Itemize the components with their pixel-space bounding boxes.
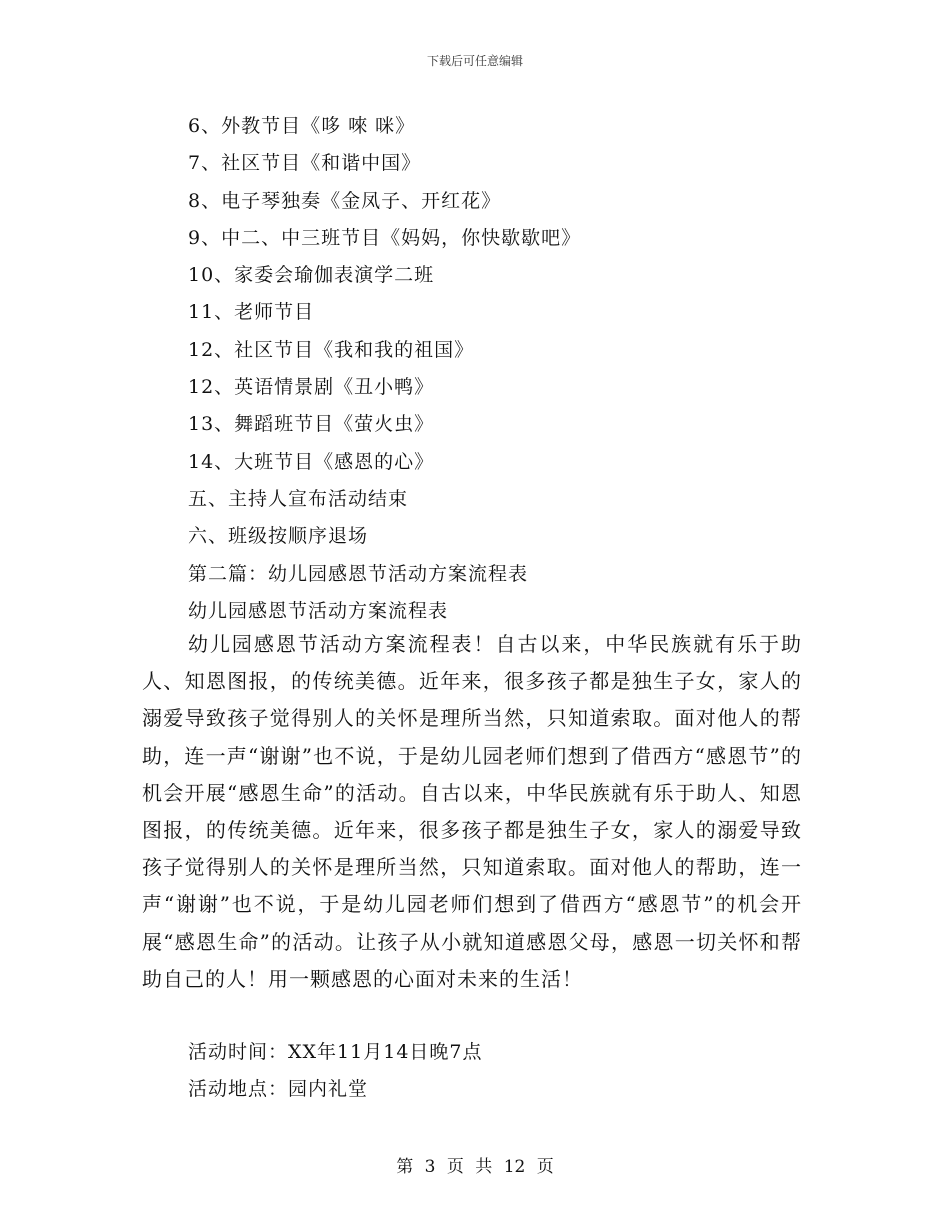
list-item: 13、舞蹈班节目《萤火虫》: [188, 413, 435, 436]
activity-info: [188, 1034, 828, 1109]
list-item: 10、家委会瑜伽表演学二班: [188, 264, 435, 287]
list-item: 六、班级按顺序退场: [188, 525, 369, 548]
list-item: 9、中二、中三班节目《妈妈，你快歇歇吧》: [188, 226, 582, 249]
list-item: 11、老师节目: [188, 301, 315, 324]
activity-time: 活动时间：XX年11月14日晚7点: [188, 1041, 483, 1063]
list-item: 五、主持人宣布活动结束: [188, 487, 409, 510]
list-item: 12、英语情景剧《丑小鸭》: [188, 376, 435, 399]
list-item: 14、大班节目《感恩的心》: [188, 450, 435, 473]
list-item: 6、外教节目《哆 唻 咪》: [188, 115, 416, 137]
page-header: 下载后可任意编辑: [426, 54, 523, 68]
page-number: 第 3 页 共 12 页: [396, 1157, 554, 1177]
section-heading: 第二篇：幼儿园感恩节活动方案流程表: [188, 562, 529, 585]
program-list: [188, 108, 828, 630]
list-item: 7、社区节目《和谐中国》: [188, 152, 422, 175]
body-paragraph: 幼儿园感恩节活动方案流程表！自古以来，中华民族就有乐于助人、知恩图报，的传统美德。近年来，很多孩子都是独生子女，家人的溺爱导致孩子觉得别人的关怀是理所当然，只知道索取。面对他人的帮助，连一声“谢谢”也不说，于是幼儿园老师们想到了借西方“感恩节”的机会开展“感恩生命”的活动。自古以来，中华民族就有乐于助人、知恩图报，的传统美德。近年来，很多孩子都是独生子女，家人的溺爱导致孩子觉得别人的关怀是理所当然，只知道索取。面对他人的帮助，连一声“谢谢”也不说，于是幼儿园老师们想到了借西方“感恩节”的机会开展“感恩生命”的活动。让孩子从小就知道感恩父母，感恩一切关怀和帮助自己的人！用一颗感恩的心面对未来的生活！: [142, 632, 802, 991]
activity-place: 活动地点：园内礼堂: [188, 1078, 369, 1101]
section-title: 幼儿园感恩节活动方案流程表: [188, 599, 449, 622]
list-item: 12、社区节目《我和我的祖国》: [188, 338, 475, 361]
list-item: 8、电子琴独奏《金凤子、开红花》: [188, 189, 502, 212]
